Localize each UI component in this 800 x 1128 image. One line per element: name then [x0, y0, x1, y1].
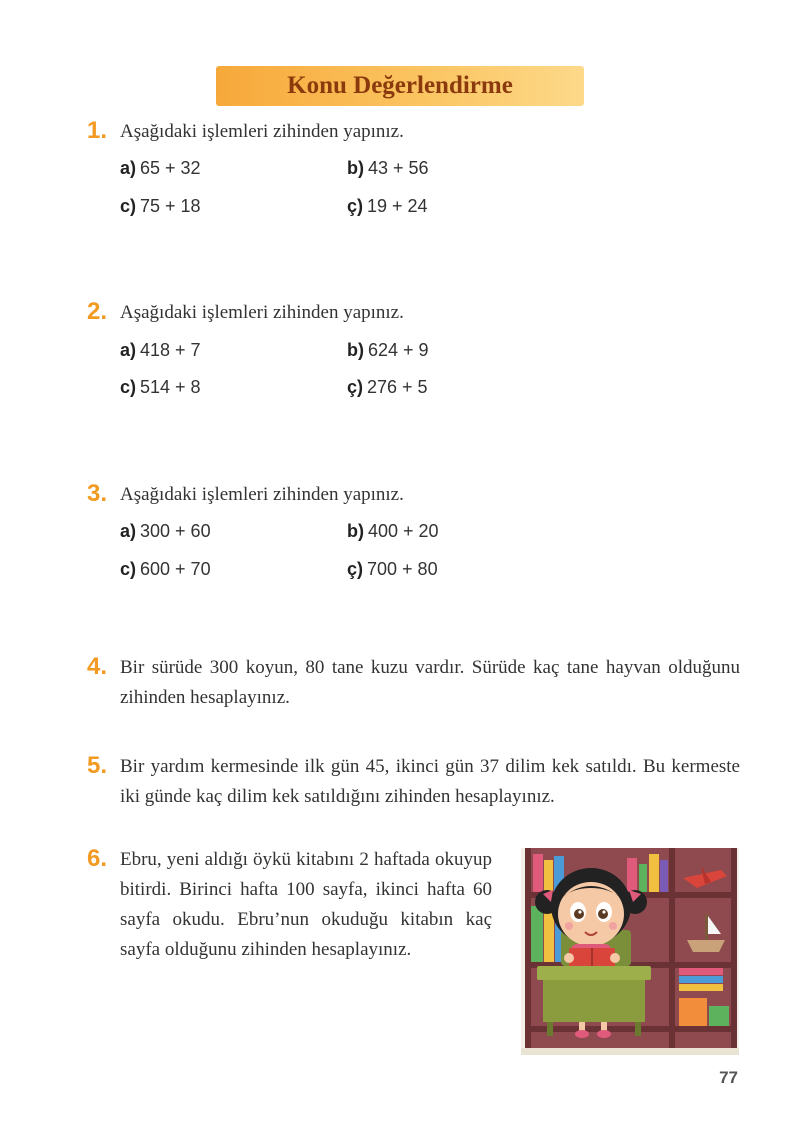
q3-item-a: a) 300 + 60	[120, 521, 211, 541]
question-3-prompt: Aşağıdaki işlemleri zihinden yapınız.	[120, 484, 404, 505]
q1-item-a: a) 65 + 32	[120, 158, 201, 178]
question-4-text: Bir sürüde 300 koyun, 80 tane kuzu vardır. Sürüde kaç tane hayvan olduğunu zihinden hesaplayınız.	[120, 657, 740, 708]
q2-item-b: b) 624 + 9	[347, 340, 429, 360]
q3-item-cc: ç) 700 + 80	[347, 559, 438, 579]
question-2-prompt: Aşağıdaki işlemleri zihinden yapınız.	[120, 302, 404, 323]
q3-item-b: b) 400 + 20	[347, 521, 439, 541]
page-title: Konu Değerlendirme	[216, 66, 584, 106]
question-5-text: Bir yardım kermesinde ilk gün 45, ikinci gün 37 dilim kek satıldı. Bu kermeste iki günde kaç dilim kek satıldığını zihinden hesaplayınız.	[120, 756, 740, 807]
q3-item-c: c) 600 + 70	[120, 559, 211, 579]
q1-item-cc: ç) 19 + 24	[347, 196, 428, 216]
question-1-number: 1.	[87, 117, 108, 144]
page-number: 77	[719, 1068, 738, 1087]
q2-item-cc: ç) 276 + 5	[347, 377, 428, 397]
q1-item-c: c) 75 + 18	[120, 196, 201, 216]
question-3-number: 3.	[87, 480, 108, 507]
question-1-prompt: Aşağıdaki işlemleri zihinden yapınız.	[120, 121, 404, 142]
question-2-number: 2.	[87, 298, 108, 325]
q2-item-a: a) 418 + 7	[120, 340, 201, 360]
question-6-text: Ebru, yeni aldığı öykü kitabını 2 haftada okuyup bitirdi. Birinci hafta 100 sayfa, ikinci hafta 60 sayfa okudu. Ebru’nun okuduğu kitabın kaç sayfa olduğunu zihinden hesaplayınız.	[120, 849, 492, 960]
girl-reading-illustration	[521, 848, 739, 1055]
question-5-number: 5.	[87, 752, 108, 779]
question-6-number: 6.	[87, 845, 108, 872]
q2-item-c: c) 514 + 8	[120, 377, 201, 397]
question-4-number: 4.	[87, 653, 108, 680]
q1-item-b: b) 43 + 56	[347, 158, 429, 178]
